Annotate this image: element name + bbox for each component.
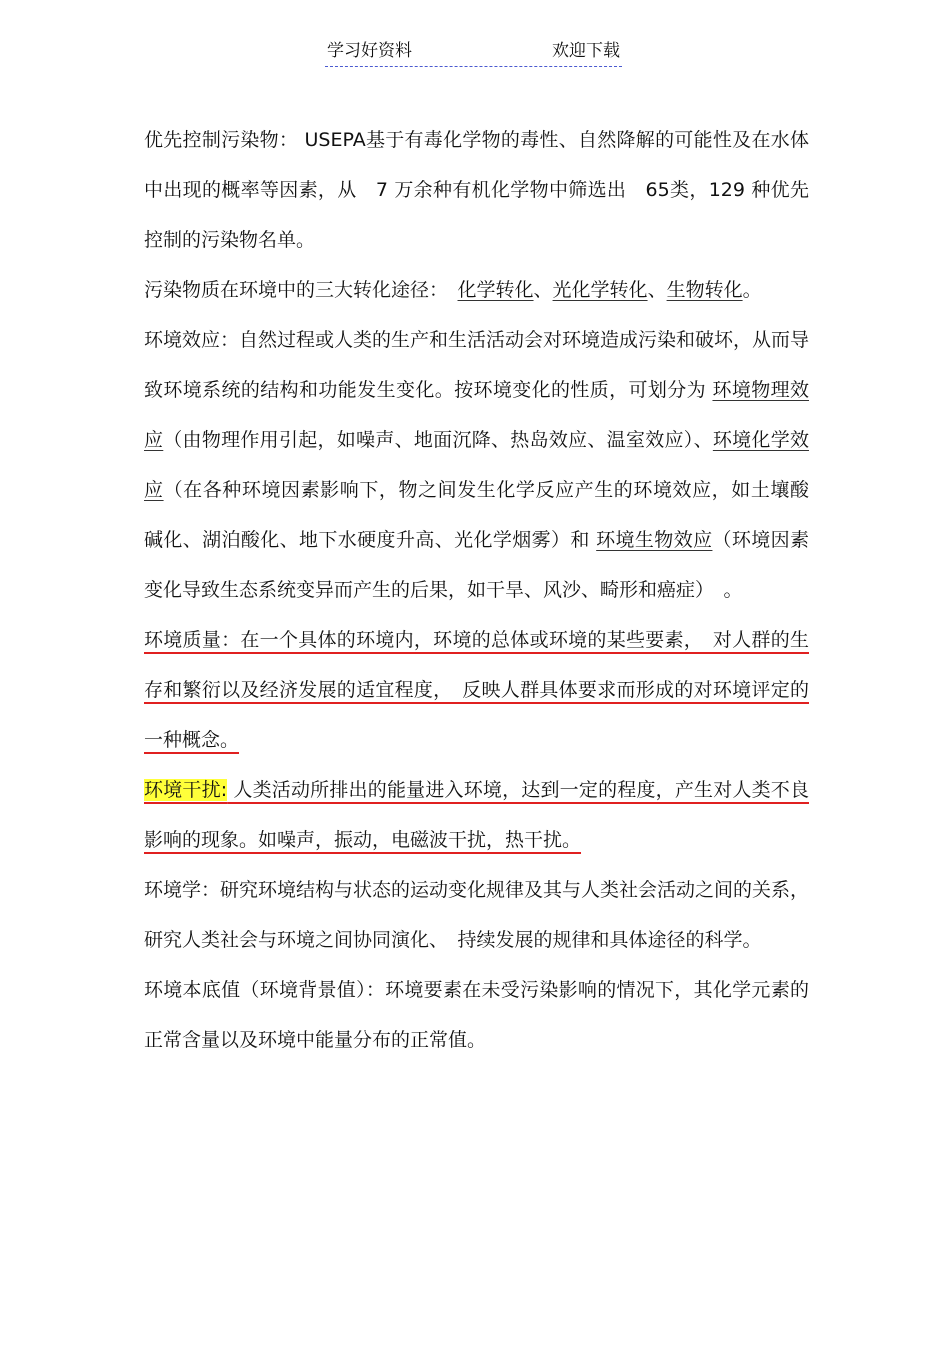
term-chemical-transformation: 化学转化 [457, 279, 534, 301]
term-biological-transformation: 生物转化 [666, 279, 743, 301]
paragraph-text: 环境本底值（环境背景值）：环境要素在未受污染影响的情况下，其化学元素的正常含量以及环境中能量分布的正常值。 [144, 979, 809, 1051]
paragraph-text-d: （环境因素变化导致生态系统变异而产生的后果，如干旱、风沙、畸形和癌症） 。 [144, 529, 809, 601]
header-right-text: 欢迎下载 [552, 41, 620, 61]
page-header [325, 40, 622, 67]
separator: 、 [533, 279, 553, 301]
paragraph-transformation-pathways [144, 265, 809, 315]
paragraph-text-red-underlined: 人类活动所排出的能量进入环境，达到一定的程度，产生对人类不良影响的现象。如噪声，振动，电磁波干扰，热干扰。 [144, 779, 809, 851]
paragraph-text-a: 环境效应：自然过程或人类的生产和生活活动会对环境造成污染和破坏，从而导致环境系统的结构和功能发生变化。按环境变化的性质，可划分为 [144, 329, 810, 401]
paragraph-text: 优先控制污染物： USEPA基于有毒化学物的毒性、自然降解的可能性及在水体中出现的概率等因素，从 7 万余种有机化学物中筛选出 65类，129 种优先控制的污染物名单。 [144, 129, 809, 251]
paragraph-background-value [144, 965, 809, 1065]
paragraph-text: 环境学：研究环境结构与状态的运动变化规律及其与人类社会活动之间的关系，研究人类社会与环境之间协同演化、 持续发展的规律和具体途径的科学。 [144, 879, 810, 951]
paragraph-environmental-science [144, 865, 809, 965]
paragraph-text-b: （由物理作用引起，如噪声、地面沉降、热岛效应、温室效应）、 [163, 429, 713, 451]
paragraph-environmental-disturbance [144, 765, 809, 865]
paragraph-text-c: （在各种环境因素影响下，物之间发生化学反应产生的环境效应，如土壤酸碱化、湖泊酸化、地下水硬度升高、光化学烟雾）和 [144, 479, 809, 551]
highlighted-term: 环境干扰: [144, 779, 228, 801]
paragraph-end: 。 [742, 279, 762, 301]
paragraph-priority-pollutants [144, 115, 809, 265]
paragraph-lead: 污染物质在环境中的三大转化途径： [144, 279, 458, 301]
header-left-text: 学习好资料 [327, 41, 412, 61]
document-body [144, 115, 809, 1065]
term-chemical-effect: 环境化学效应 [144, 429, 809, 501]
term-photochemical-transformation: 光化学转化 [552, 279, 648, 301]
term-physical-effect: 环境物理效应 [144, 379, 809, 451]
paragraph-environmental-effects [144, 315, 809, 615]
paragraph-text-red-underlined: 环境质量：在一个具体的环境内，环境的总体或环境的某些要素， 对人群的生存和繁衍以及经济发展的适宜程度， 反映人群具体要求而形成的对环境评定的一种概念。 [144, 629, 809, 751]
term-biological-effect: 环境生物效应 [596, 529, 713, 551]
paragraph-environmental-quality [144, 615, 809, 765]
separator: 、 [647, 279, 667, 301]
